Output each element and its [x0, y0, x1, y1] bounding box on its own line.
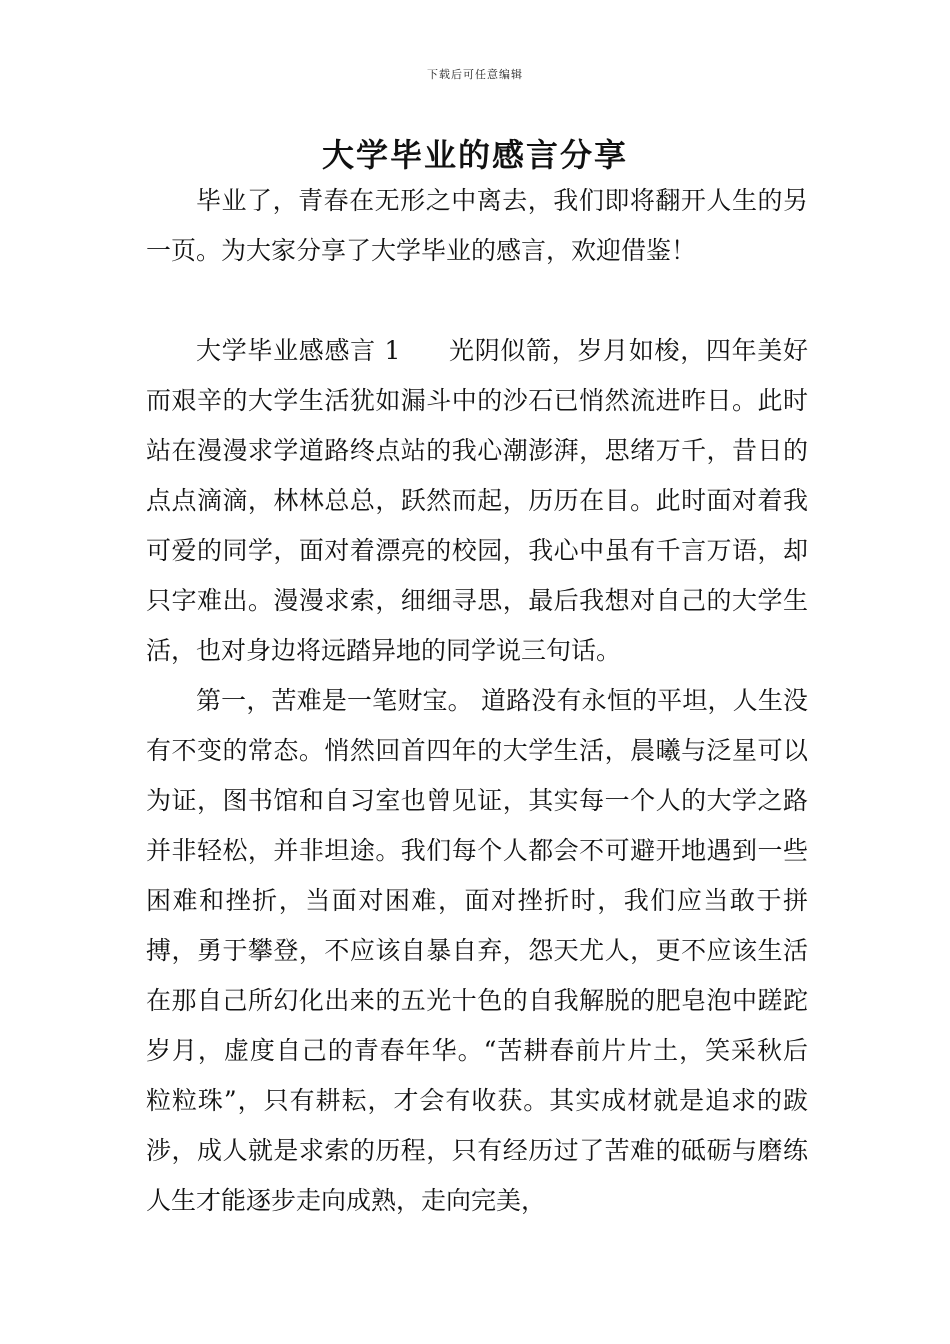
section-1	[146, 326, 808, 1226]
section-1-paragraph-1-text: 光阴似箭，岁月如梭，四年美好而艰辛的大学生活犹如漏斗中的沙石已悄然流进昨日。此时站在漫漫求学道路终点站的我心潮澎湃，思绪万千，昔日的点点滴滴，林林总总，跃然而起，历历在目。此时面对着我可爱的同学，面对着漂亮的校园，我心中虽有千言万语，却只字难出。漫漫求索，细细寻思，最后我想对自己的大学生活，也对身边将远踏异地的同学说三句话。	[146, 336, 808, 665]
header-note: 下载后可任意编辑	[427, 68, 523, 81]
section-1-heading: 大学毕业感感言 1	[196, 336, 401, 365]
intro-block	[146, 176, 808, 276]
section-1-paragraph-1	[146, 326, 808, 676]
intro-paragraph: 毕业了，青春在无形之中离去，我们即将翻开人生的另一页。为大家分享了大学毕业的感言，欢迎借鉴！	[146, 186, 808, 265]
document-title: 大学毕业的感言分享	[321, 136, 628, 174]
section-1-paragraph-2: 第一，苦难是一笔财宝。 道路没有永恒的平坦，人生没有不变的常态。悄然回首四年的大学生活，晨曦与泛星可以为证，图书馆和自习室也曾见证，其实每一个人的大学之路并非轻松，并非坦途。我们每个人都会不可避开地遇到一些困难和挫折，当面对困难，面对挫折时，我们应当敢于拼搏，勇于攀登，不应该自暴自弃，怨天尤人，更不应该生活在那自己所幻化出来的五光十色的自我解脱的肥皂泡中蹉跎岁月，虚度自己的青春年华。“苦耕春前片片土，笑采秋后粒粒珠”，只有耕耘，才会有收获。其实成材就是追求的跋涉，成人就是求索的历程，只有经历过了苦难的砥砺与磨练人生才能逐步走向成熟，走向完美，	[146, 686, 808, 1215]
